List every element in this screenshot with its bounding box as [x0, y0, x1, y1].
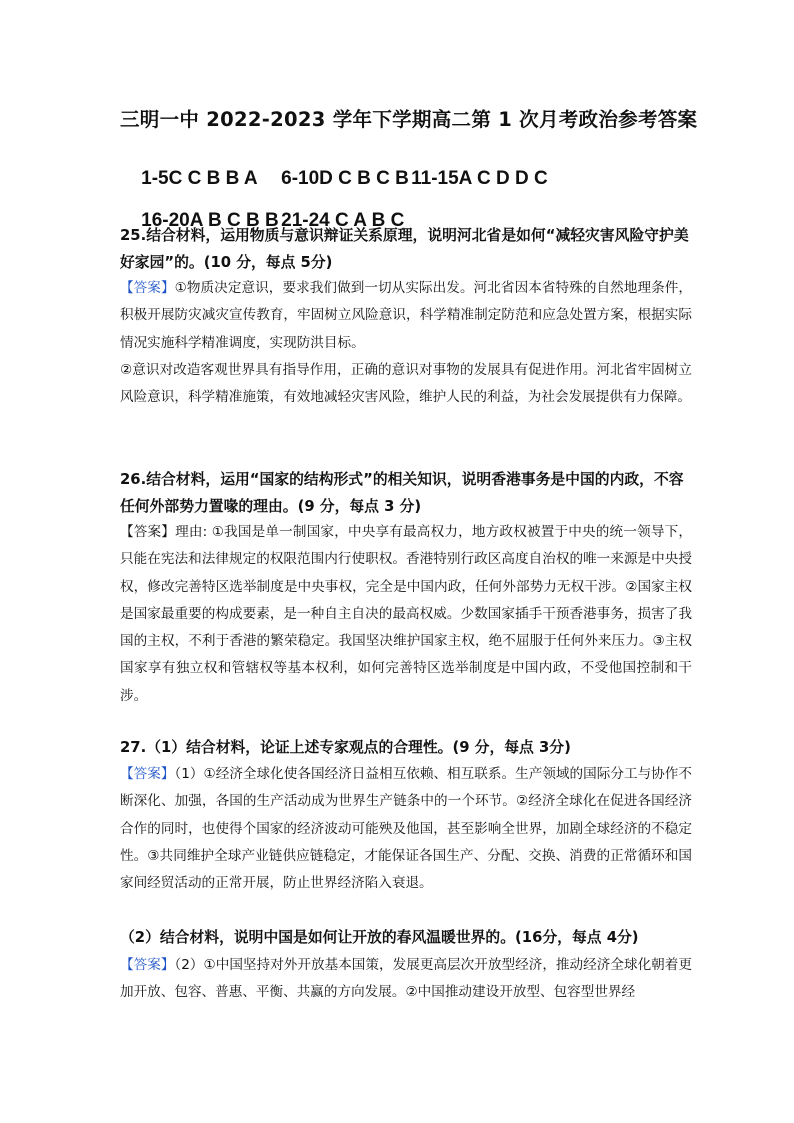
page-title: 三明一中 2022-2023 学年下学期高二第 1 次月考政治参考答案 — [120, 108, 698, 131]
answer-group: 1-5C C B B A — [141, 168, 258, 189]
answer-tag: 【答案】 — [120, 280, 175, 296]
question-25-answer — [120, 275, 692, 411]
answer-paragraph: 【答案】理由: ①我国是单一制国家，中央享有最高权力，地方政权被置于中央的统一领导下，只能在宪法和法律规定的权限范围内行使职权。香港特别行政区高度自治权的唯一来源是中央授权，修改完善特区选举制度是中央事权，完全是中国内政，任何外部势力无权干涉。②国家主权是国家最重要的构成要素，是一种自主自决的最高权威。少数国家插手干预香港事务，损害了我国的主权，不利于香港的繁荣稳定。我国坚决维护国家主权，绝不屈服于任何外来压力。③主权国家享有独立权和管辖权等基本权利，如何完善特区选举制度是中国内政，不受他国控制和干涉。 — [120, 524, 692, 704]
answer-paragraph: 【答案】（2）①中国坚持对外开放基本国策，发展更高层次开放型经济，推动经济全球化朝着更加开放、包容、普惠、平衡、共赢的方向发展。②中国推动建设开放型、包容型世界经 — [120, 957, 692, 1001]
question-27-2-answer — [120, 952, 692, 1007]
question-27-1-answer — [120, 761, 692, 897]
answer-group: 16-20A B C B B — [141, 210, 279, 231]
answer-tag: 【答案】 — [120, 766, 175, 782]
answer-paragraph: 【答案】（1）①经济全球化使各国经济日益相互依赖、相互联系。生产领域的国际分工与协作不断深化、加强，各国的生产活动成为世界生产链条中的一个环节。②经济全球化在促进各国经济合作的同时，也使得个国家的经济波动可能殃及他国，甚至影响全世界，加剧全球经济的不稳定性。③共同维护全球产业链供应链稳定，才能保证各国生产、分配、交换、消费的正常循环和国家间经贸活动的正常开展，防止世界经济陷入衰退。 — [120, 766, 692, 892]
answer-group: 11-15A C D D C — [411, 168, 548, 189]
answer-paragraph: ②意识对改造客观世界具有指导作用，正确的意识对事物的发展具有促进作用。河北省牢固树立风险意识，科学精准施策，有效地减轻灾害风险，维护人民的利益，为社会发展提供有力保障。 — [120, 361, 692, 406]
answer-group: 6-10D C B C B — [281, 168, 409, 189]
answer-tag: 【答案】 — [120, 524, 176, 540]
question-26-prompt: 26.结合材料，运用“国家的结构形式”的相关知识，说明香港事务是中国的内政，不容任何外部势力置喙的理由。(9 分，每点 3 分) — [120, 471, 684, 515]
question-27-1-prompt: 27.（1）结合材料，论证上述专家观点的合理性。(9 分，每点 3分) — [120, 739, 571, 756]
answer-group: 21-24 C A B C — [281, 210, 405, 231]
answer-paragraph: 【答案】①物质决定意识，要求我们做到一切从实际出发。河北省因本省特殊的自然地理条件，积极开展防灾减灾宣传教育，牢固树立风险意识，科学精准制定防范和应急处置方案，根据实际情况实施科学精准调度，实现防洪目标。 — [120, 280, 693, 351]
answer-tag: 【答案】 — [120, 957, 175, 973]
question-27-2-prompt: （2）结合材料，说明中国是如何让开放的春风温暖世界的。(16分，每点 4分) — [120, 929, 639, 946]
question-26-answer — [120, 519, 692, 710]
question-25-prompt: 25.结合材料，运用物质与意识辩证关系原理，说明河北省是如何“减轻灾害风险守护美好家园”的。(10 分，每点 5分) — [120, 227, 689, 271]
